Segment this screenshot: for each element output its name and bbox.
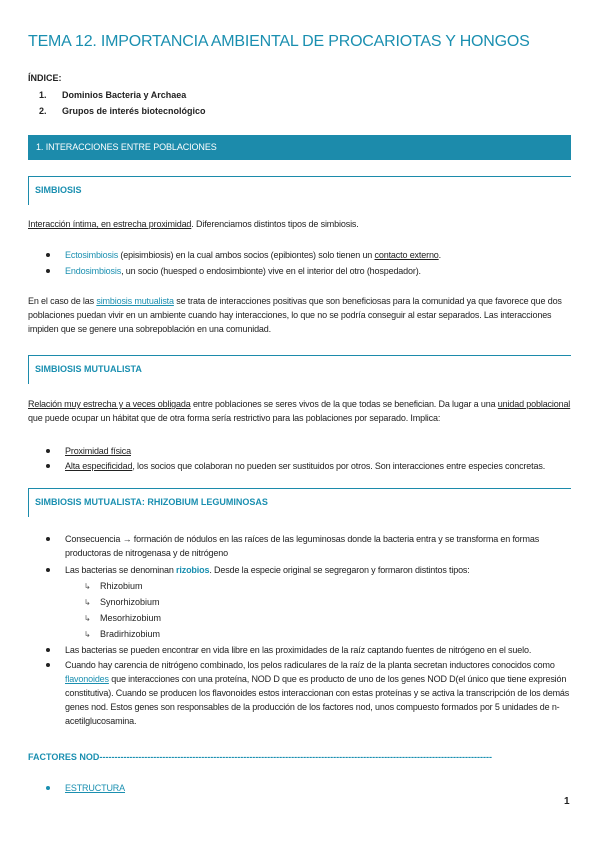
mutualista-paragraph [28,397,573,425]
index-item-2[interactable] [39,106,206,116]
paragraph-rest: se trata de interacciones positivas que son beneficiosas para la comunidad ya que favorece que dos poblaciones puedan vivir en un ambiente cuando hay interacciones, lo que no se podría conseguir al estar separados. Las interacciones impiden que se genere una sobrepoblación en una comunidad. [28,296,562,334]
bullet-icon [46,786,50,790]
consecuencia-text: Consecuencia → formación de nódulos en las raíces de las leguminosas donde la bacteria entra y se transforma en formas productoras de nitrogenasa y de nitrógeno [65,534,540,558]
arrow-icon: ↳ [84,598,91,607]
section-heading-simbiosis: SIMBIOSIS [28,176,571,205]
index-item-text: Grupos de interés biotecnológico [62,106,206,116]
sub-item-synorhizobium [84,595,160,610]
term-rizobios: rizobios [176,565,210,575]
bullet-icon [46,253,50,257]
alta-especificidad-underlined: Alta especificidad [65,461,133,471]
sub-item-rhizobium [84,579,143,594]
term-endosimbiosis: Endosimbiosis [65,266,122,276]
index-item-text: Dominios Bacteria y Archaea [62,90,187,100]
bullet-icon [46,269,50,273]
sub-item-label: Rhizobium [100,581,143,591]
bullet-icon [46,663,50,667]
simbiosis-mutualista-link[interactable]: simbiosis mutualista [96,296,174,306]
flavonoides-text-end: que interacciones con una proteína, NOD D que es producto de uno de los genes NOD D(el único que tiene expresión constitutiva). Cuando se producen los flavonoides estos interaccionan con estas proteínas y se activa la transcripción de los demás genes nod. Estos genes son responsables de la producción de los factores nod, unos compuesto formados por 5 unidades de n-acetilglucosamina. [65,674,570,726]
estructura-link[interactable]: ESTRUCTURA [65,783,126,793]
mutualista-text: entre poblaciones se seres vivos de la que todas se benefician. Da lugar a una [190,399,498,409]
simbiosis-intro [28,217,573,231]
simbiosis-paragraph [28,294,573,336]
sub-item-label: Bradirhizobium [100,629,161,639]
relacion-underlined: Relación muy estrecha y a veces obligada [28,399,191,409]
arrow-icon: ↳ [84,614,91,623]
index-item-number: 2. [39,106,47,116]
simbiosis-intro-text: . Diferenciamos distintos tipos de simbiosis. [191,219,359,229]
unidad-poblacional-underlined: unidad poblacional [497,399,571,409]
section-heading-rhizobium: SIMBIOSIS MUTUALISTA: RHIZOBIUM LEGUMINOSAS [28,488,571,517]
rizobios-text-end: . Desde la especie original se segregaron y formaron distintos tipos: [209,565,470,575]
bullet-icon [46,449,50,453]
flavonoides-text: Cuando hay carencia de nitrógeno combinado, los pelos radiculares de la raíz de la planta secretan inductores conocidos como [65,660,555,670]
paragraph-start: En el caso de las [28,296,97,306]
rizobios-text: Las bacterias se denominan [65,565,177,575]
index-item-1[interactable] [39,90,186,100]
page-title: TEMA 12. IMPORTANCIA AMBIENTAL DE PROCARIOTAS Y HONGOS [28,33,530,50]
term-ectosimbiosis: Ectosimbiosis [65,250,119,260]
sub-item-bradirhizobium [84,627,160,642]
contacto-externo-underlined: contacto externo [374,250,439,260]
arrow-icon: ↳ [84,582,91,591]
bullet-icon [46,648,50,652]
section-heading-mutualista: SIMBIOSIS MUTUALISTA [28,355,571,384]
sub-item-label: Synorhizobium [100,597,160,607]
index-label: ÍNDICE: [28,73,62,83]
especificidad-text: , los socios que colaboran no pueden ser sustituidos por otros. Son interacciones entre especies concretas. [132,461,546,471]
simbiosis-intro-underlined: Interacción íntima, en estrecha proximidad [28,219,192,229]
ectosimbiosis-end: . [438,250,442,260]
factores-nod-heading: FACTORES NOD----------------------------------------------------------------------------------------------------------------------------------- [28,752,492,762]
proximidad-fisica: Proximidad física [65,446,131,456]
bullet-icon [46,464,50,468]
arrow-icon: ↳ [84,630,91,639]
sub-item-label: Mesorhizobium [100,613,162,623]
endosimbiosis-text: , un socio (huesped o endosimbionte) vive en el interior del otro (hospedador). [121,266,421,276]
mutualista-text-end: que puede ocupar un hábitat que de otra forma sería restrictivo para las poblaciones por separado. Implica: [28,413,441,423]
bullet-icon [46,537,50,541]
bullet-icon [46,568,50,572]
sub-item-mesorhizobium [84,611,161,626]
flavonoides-link[interactable]: flavonoides [65,674,109,684]
vida-libre-text: Las bacterias se pueden encontrar en vida libre en las proximidades de la raíz captando fuentes de nitrógeno en el suelo. [65,645,532,655]
page-number: 1 [564,796,570,807]
ectosimbiosis-text: (episimbiosis) en la cual ambos socios (epibiontes) solo tienen un [118,250,375,260]
index-item-number: 1. [39,90,47,100]
section-banner: 1. INTERACCIONES ENTRE POBLACIONES [28,135,571,160]
